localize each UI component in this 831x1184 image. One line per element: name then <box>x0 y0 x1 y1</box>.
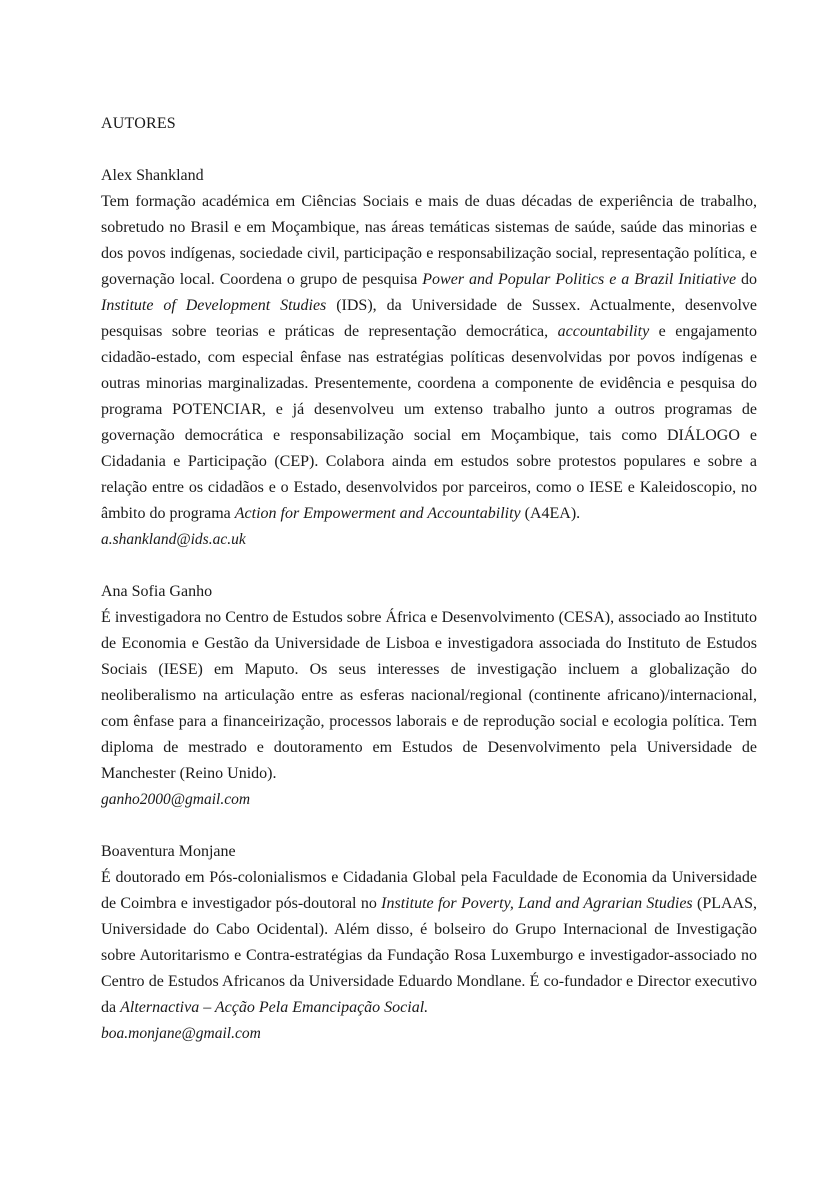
author-entry <box>101 839 757 1047</box>
author-bio <box>101 189 757 527</box>
author-email: ganho2000@gmail.com <box>101 791 251 808</box>
bio-text: É doutorado em Pós-colonialismos e Cidadania Global pela Faculdade de Economia da Universidade de Coimbra e investigador pós-doutoral no <box>101 869 757 912</box>
author-bio <box>101 605 757 787</box>
bio-text: É investigadora no Centro de Estudos sobre África e Desenvolvimento (CESA), associado ao Instituto de Economia e Gestão da Universidade de Lisboa e investigadora associada do Instituto de Estudos Sociais (IESE) em Maputo. Os seus interesses de investigação incluem a globalização do neoliberalismo na articulação entre as esferas nacional/regional (continente africano)/internacional, com ênfase para a financeirização, processos laborais e de reprodução social e ecologia política. Tem diploma de mestrado e doutoramento em Estudos de Desenvolvimento pela Universidade de Manchester (Reino Unido). <box>101 609 757 782</box>
section-heading: AUTORES <box>101 115 176 132</box>
bio-italic-text: Institute for Poverty, Land and Agrarian Studies <box>381 895 693 912</box>
author-name: Ana Sofia Ganho <box>101 583 213 600</box>
bio-text: e engajamento cidadão-estado, com especial ênfase nas estratégias políticas desenvolvidas por povos indígenas e outras minorias marginalizadas. Presentemente, coordena a componente de evidência e pesquisa do programa POTENCIAR, e já desenvolveu um extenso trabalho junto a outros programas de governação democrática e responsabilização social em Moçambique, tais como DIÁLOGO e Cidadania e Participação (CEP). Colabora ainda em estudos sobre protestos populares e sobre a relação entre os cidadãos e o Estado, desenvolvidos por parceiros, como o IESE e Kaleidoscopio, no âmbito do programa <box>101 323 757 522</box>
bio-text: Tem formação académica em Ciências Sociais e mais de duas décadas de experiência de trabalho, sobretudo no Brasil e em Moçambique, nas áreas temáticas sistemas de saúde, saúde das minorias e dos povos indígenas, sociedade civil, participação e responsabilização social, representação política, e governação local. Coordena o grupo de pesquisa <box>101 193 757 288</box>
document-page <box>101 111 757 1073</box>
bio-italic-text: Action for Empowerment and Accountability <box>234 505 521 522</box>
author-name: Boaventura Monjane <box>101 843 236 860</box>
bio-italic-text: Alternactiva – Acção Pela Emancipação Social. <box>120 999 429 1016</box>
author-entry <box>101 579 757 813</box>
bio-italic-text: Institute of Development Studies <box>101 297 327 314</box>
bio-text: (IDS), da Universidade de Sussex. Actualmente, desenvolve pesquisas sobre teorias e práticas de representação democrática, <box>101 297 758 340</box>
author-email: boa.monjane@gmail.com <box>101 1025 261 1042</box>
author-list <box>101 163 757 1047</box>
author-email: a.shankland@ids.ac.uk <box>101 531 246 548</box>
author-entry <box>101 163 757 553</box>
author-name: Alex Shankland <box>101 167 204 184</box>
bio-text: (PLAAS, Universidade do Cabo Ocidental). Além disso, é bolseiro do Grupo Internacional de Investigação sobre Autoritarismo e Contra-estratégias da Fundação Rosa Luxemburgo e investigador-associado no Centro de Estudos Africanos da Universidade Eduardo Mondlane. É co-fundador e Director executivo da <box>101 895 757 1016</box>
bio-italic-text: Power and Popular Politics e a Brazil Initiative <box>422 271 737 288</box>
bio-italic-text: accountability <box>557 323 650 340</box>
author-bio <box>101 865 757 1021</box>
bio-text: do <box>736 271 758 288</box>
bio-text: (A4EA). <box>520 505 581 522</box>
